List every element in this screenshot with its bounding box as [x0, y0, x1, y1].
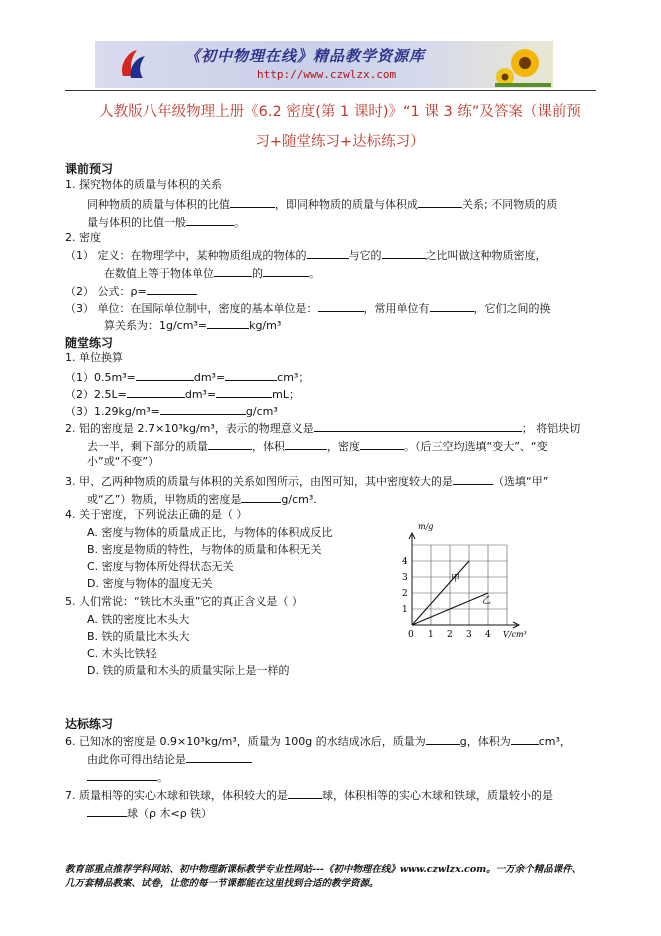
class-q2-line3: 小”或“不变”） [87, 455, 160, 468]
answer-blank[interactable] [225, 369, 277, 381]
class-conv-3: （3）1.29kg/m³= g/cm³ [65, 405, 278, 418]
sunflower-image [495, 43, 551, 87]
header-divider [65, 90, 596, 91]
class-q2-line1: 2. 铝的密度是 2.7×10³kg/m³，表示的物理意义是 ； 将铝块切 [65, 422, 581, 435]
pre-unit-line2: 算关系为：1g/cm³= kg/m³ [104, 319, 282, 332]
class-q3-line2: 或“乙”）物质，甲物质的密度是 g/cm³. [87, 493, 317, 506]
q4-option-a[interactable]: A. 密度与物体的质量成正比，与物体的体积成反比 [87, 526, 333, 539]
answer-blank[interactable] [87, 769, 157, 781]
q5-option-d[interactable]: D. 铁的质量和木头的质量实际上是一样的 [87, 664, 290, 677]
answer-blank[interactable] [418, 196, 462, 208]
answer-blank[interactable] [241, 491, 281, 503]
answer-blank[interactable] [453, 473, 493, 485]
answer-blank[interactable] [318, 300, 364, 312]
reach-q6-line2: 由此你可得出结论是 [87, 751, 252, 767]
banner-url[interactable]: http://www.czwlzx.com [257, 68, 397, 81]
banner-title: 《初中物理在线》精品教学资源库 [185, 47, 426, 65]
series-label: 甲 [451, 573, 461, 584]
pre-unit-line1: （3） 单位：在国际单位制中，密度的基本单位是： ，常用单位有 ，它们之间的换 [65, 302, 551, 315]
answer-blank[interactable] [430, 300, 474, 312]
answer-blank[interactable] [208, 438, 252, 450]
answer-blank[interactable] [147, 283, 197, 295]
answer-blank[interactable] [160, 403, 246, 415]
page-title-line1: 人教版八年级物理上册《6.2 密度(第 1 课时)》“1 课 3 练”及答案（课前预 [99, 104, 581, 120]
section-reach-heading: 达标练习 [65, 717, 114, 731]
answer-blank[interactable] [230, 196, 275, 208]
x-tick-label: 1 [428, 630, 434, 639]
class-q1-title: 1. 单位换算 [65, 351, 123, 364]
reach-q6-line3: 。 [87, 769, 168, 785]
answer-blank[interactable] [360, 438, 404, 450]
q5-option-b[interactable]: B. 铁的质量比木头大 [87, 630, 190, 643]
mass-volume-chart [400, 521, 540, 639]
y-tick-label: 2 [402, 589, 408, 599]
pre-def-line1: （1） 定义：在物理学中，某种物质组成的物体的 与它的 之比叫做这种物质密度， [65, 249, 547, 262]
answer-blank[interactable] [186, 214, 234, 226]
reach-q6-line1: 6. 已知冰的密度是 0.9×10³kg/m³，质量为 100g 的水结成冰后，质量为 g，体积为 cm³， [65, 735, 571, 748]
answer-blank[interactable] [136, 369, 194, 381]
answer-blank[interactable] [186, 751, 252, 763]
answer-blank[interactable] [314, 420, 522, 432]
class-q5-stem: 5. 人们常说：“铁比木头重”它的真正含义是（ ） [65, 595, 303, 608]
footer-line1: 教育部重点推荐学科网站、初中物理新课标教学专业性网站---《初中物理在线》www.czwlzx.com。一万余个精品课件、 [65, 864, 582, 875]
y-tick-label: 1 [402, 605, 408, 615]
q4-option-b[interactable]: B. 密度是物质的特性，与物体的质量和体积无关 [87, 543, 322, 556]
q4-option-d[interactable]: D. 密度与物体的温度无关 [87, 577, 213, 590]
site-logo-icon [117, 46, 149, 82]
y-tick-label: 4 [402, 557, 408, 567]
reach-q7-line1: 7. 质量相等的实心木球和铁球，体积较大的是 球，体积相等的实心木球和铁球，质量较小的是 [65, 789, 553, 802]
y-axis-label: m/g [418, 522, 434, 531]
pre-q1-title: 1. 探究物体的质量与体积的关系 [65, 178, 222, 191]
footer-line2: 几万套精品教案、试卷，让您的每一节课都能在这里找到合适的教学资源。 [65, 878, 379, 889]
page-footer [65, 863, 605, 891]
header-banner [95, 41, 553, 88]
class-q4-stem: 4. 关于密度，下列说法正确的是（ ） [65, 508, 248, 521]
answer-blank[interactable] [207, 317, 249, 329]
q4-option-c[interactable]: C. 密度与物体所处得状态无关 [87, 560, 234, 573]
pre-formula-line: （2） 公式：ρ= [65, 283, 197, 299]
answer-blank[interactable] [511, 733, 539, 745]
x-axis-label: V/cm³ [503, 630, 527, 639]
x-tick-label: 2 [447, 630, 453, 639]
answer-blank[interactable] [288, 787, 322, 799]
answer-blank[interactable] [307, 247, 349, 259]
pre-q2-title: 2. 密度 [65, 231, 101, 244]
class-conv-1: （1）0.5m³= dm³= cm³； [65, 371, 310, 384]
series-label: 乙 [482, 596, 492, 606]
answer-blank[interactable] [214, 265, 252, 277]
class-q2-line2: 去一半，剩下部分的质量 ，体积 ，密度 。（后三空均选填“变大”、“变 [87, 440, 548, 453]
answer-blank[interactable] [127, 386, 185, 398]
y-tick-label: 3 [402, 573, 408, 583]
section-preview-heading: 课前预习 [65, 162, 114, 176]
answer-blank[interactable] [216, 386, 272, 398]
answer-blank[interactable] [87, 805, 127, 817]
q5-option-c[interactable]: C. 木头比铁轻 [87, 647, 157, 660]
answer-blank[interactable] [285, 438, 327, 450]
pre-q1-line1: 同种物质的质量与体积的比值 ，即同种物质的质量与体积成 关系; 不同物质的质 [87, 198, 558, 211]
pre-def-line2: 在数值上等于物体单位 的 。 [104, 267, 320, 280]
answer-blank[interactable] [382, 247, 426, 259]
q5-option-a[interactable]: A. 铁的密度比木头大 [87, 613, 190, 626]
x-tick-label: 3 [466, 630, 472, 639]
page-title-line2: 习+随堂练习+达标练习） [255, 134, 425, 150]
answer-blank[interactable] [263, 265, 309, 277]
x-tick-label: 0 [408, 630, 414, 639]
reach-q7-line2: 球（ρ 木<ρ 铁） [87, 805, 212, 821]
x-tick-label: 4 [485, 630, 491, 639]
section-class-heading: 随堂练习 [65, 336, 114, 350]
answer-blank[interactable] [426, 733, 460, 745]
pre-q1-line2: 量与体积的比值一般 。 [87, 216, 245, 229]
class-q3-line1: 3. 甲、乙两种物质的质量与体积的关系如图所示，由图可知，其中密度较大的是 （选填“甲” [65, 475, 549, 488]
class-conv-2: （2）2.5L= dm³= mL； [65, 388, 301, 401]
